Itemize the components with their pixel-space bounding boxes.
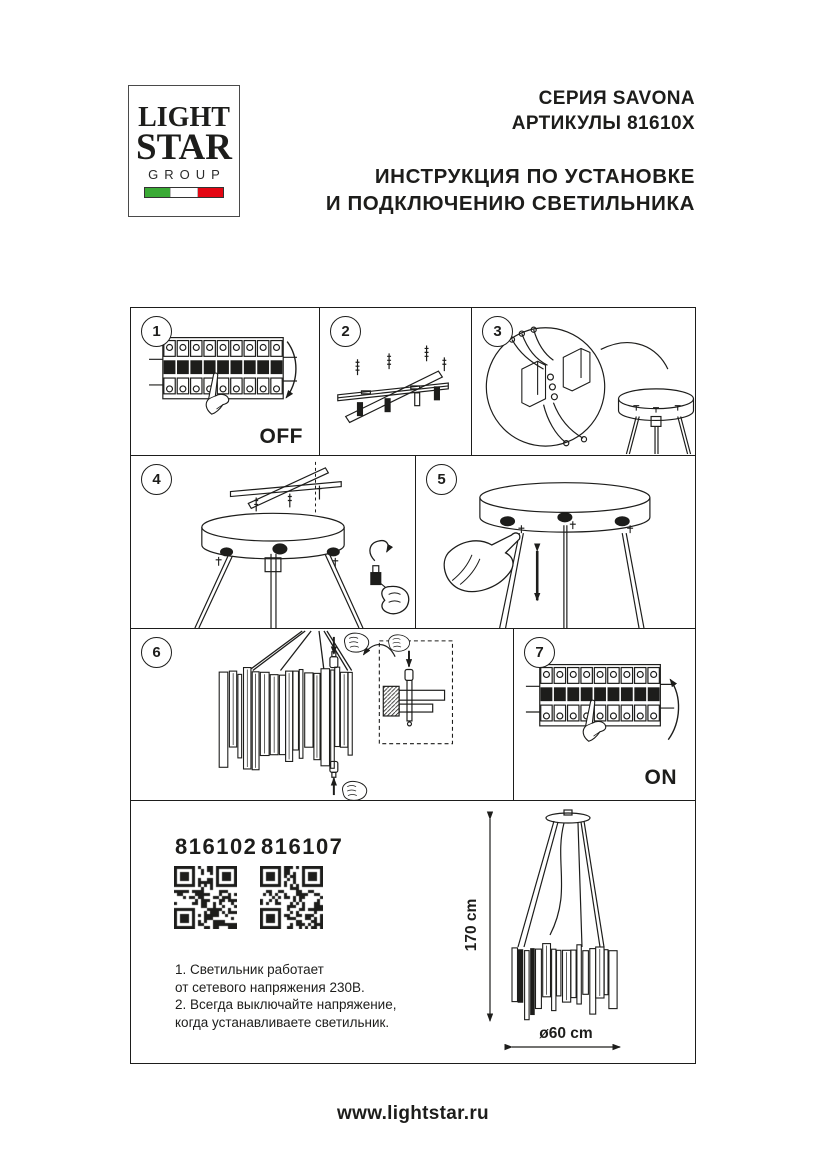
off-label: OFF — [259, 425, 303, 448]
step-panel-6 — [130, 628, 514, 801]
height-dimension-label: 170 cm — [463, 898, 480, 952]
step-panel-7 — [513, 628, 696, 801]
step-panel-3 — [471, 307, 696, 456]
note-line: 2. Всегда выключайте напряжение, — [175, 997, 397, 1012]
qr-code-816107 — [260, 866, 323, 929]
diameter-dimension-label: ø60 cm — [539, 1025, 593, 1042]
article-number-816107: 816107 — [261, 834, 344, 859]
header-text — [326, 86, 695, 217]
qr-code-816102 — [174, 866, 237, 929]
logo-line-group: GROUP — [148, 166, 226, 182]
dimension-diagram — [450, 806, 660, 1058]
italian-flag-icon — [144, 187, 224, 198]
on-label: ON — [644, 766, 677, 789]
step-number: 6 — [141, 637, 172, 668]
article-number-816102: 816102 — [175, 834, 258, 859]
canopy-mounting-illustration — [131, 456, 415, 628]
step-number: 4 — [141, 464, 172, 495]
note-line: когда устанавливаете светильник. — [175, 1014, 390, 1030]
website-url: www.lightstar.ru — [337, 1103, 489, 1124]
step-panel-2 — [319, 307, 472, 456]
note-line: от сетевого напряжения 230В. — [175, 979, 365, 995]
note-line: 1. Светильник работает — [175, 962, 324, 977]
series-title: СЕРИЯ SAVONA — [538, 88, 695, 109]
step-number: 5 — [426, 464, 457, 495]
step-number: 7 — [524, 637, 555, 668]
qr-codes — [174, 866, 323, 929]
step-number: 2 — [330, 316, 361, 347]
safety-notes — [175, 961, 396, 1031]
lightstar-logo — [128, 85, 240, 217]
articles-title: АРТИКУЛЫ 81610X — [511, 113, 695, 134]
step-panel-5 — [415, 455, 696, 629]
chandelier-assembly-illustration — [131, 629, 513, 800]
step-number: 3 — [482, 316, 513, 347]
step-panel-1 — [130, 307, 320, 456]
logo-line-star: STAR — [136, 126, 232, 168]
logo-line-light: LIGHT — [138, 101, 230, 133]
instruction-title-line1: ИНСТРУКЦИЯ ПО УСТАНОВКЕ — [374, 165, 695, 188]
instruction-title-line2: И ПОДКЛЮЧЕНИЮ СВЕТИЛЬНИКА — [325, 192, 695, 215]
step-number: 1 — [141, 316, 172, 347]
step-panel-4 — [130, 455, 416, 629]
cable-adjustment-illustration — [416, 456, 695, 628]
article-numbers — [175, 834, 344, 860]
